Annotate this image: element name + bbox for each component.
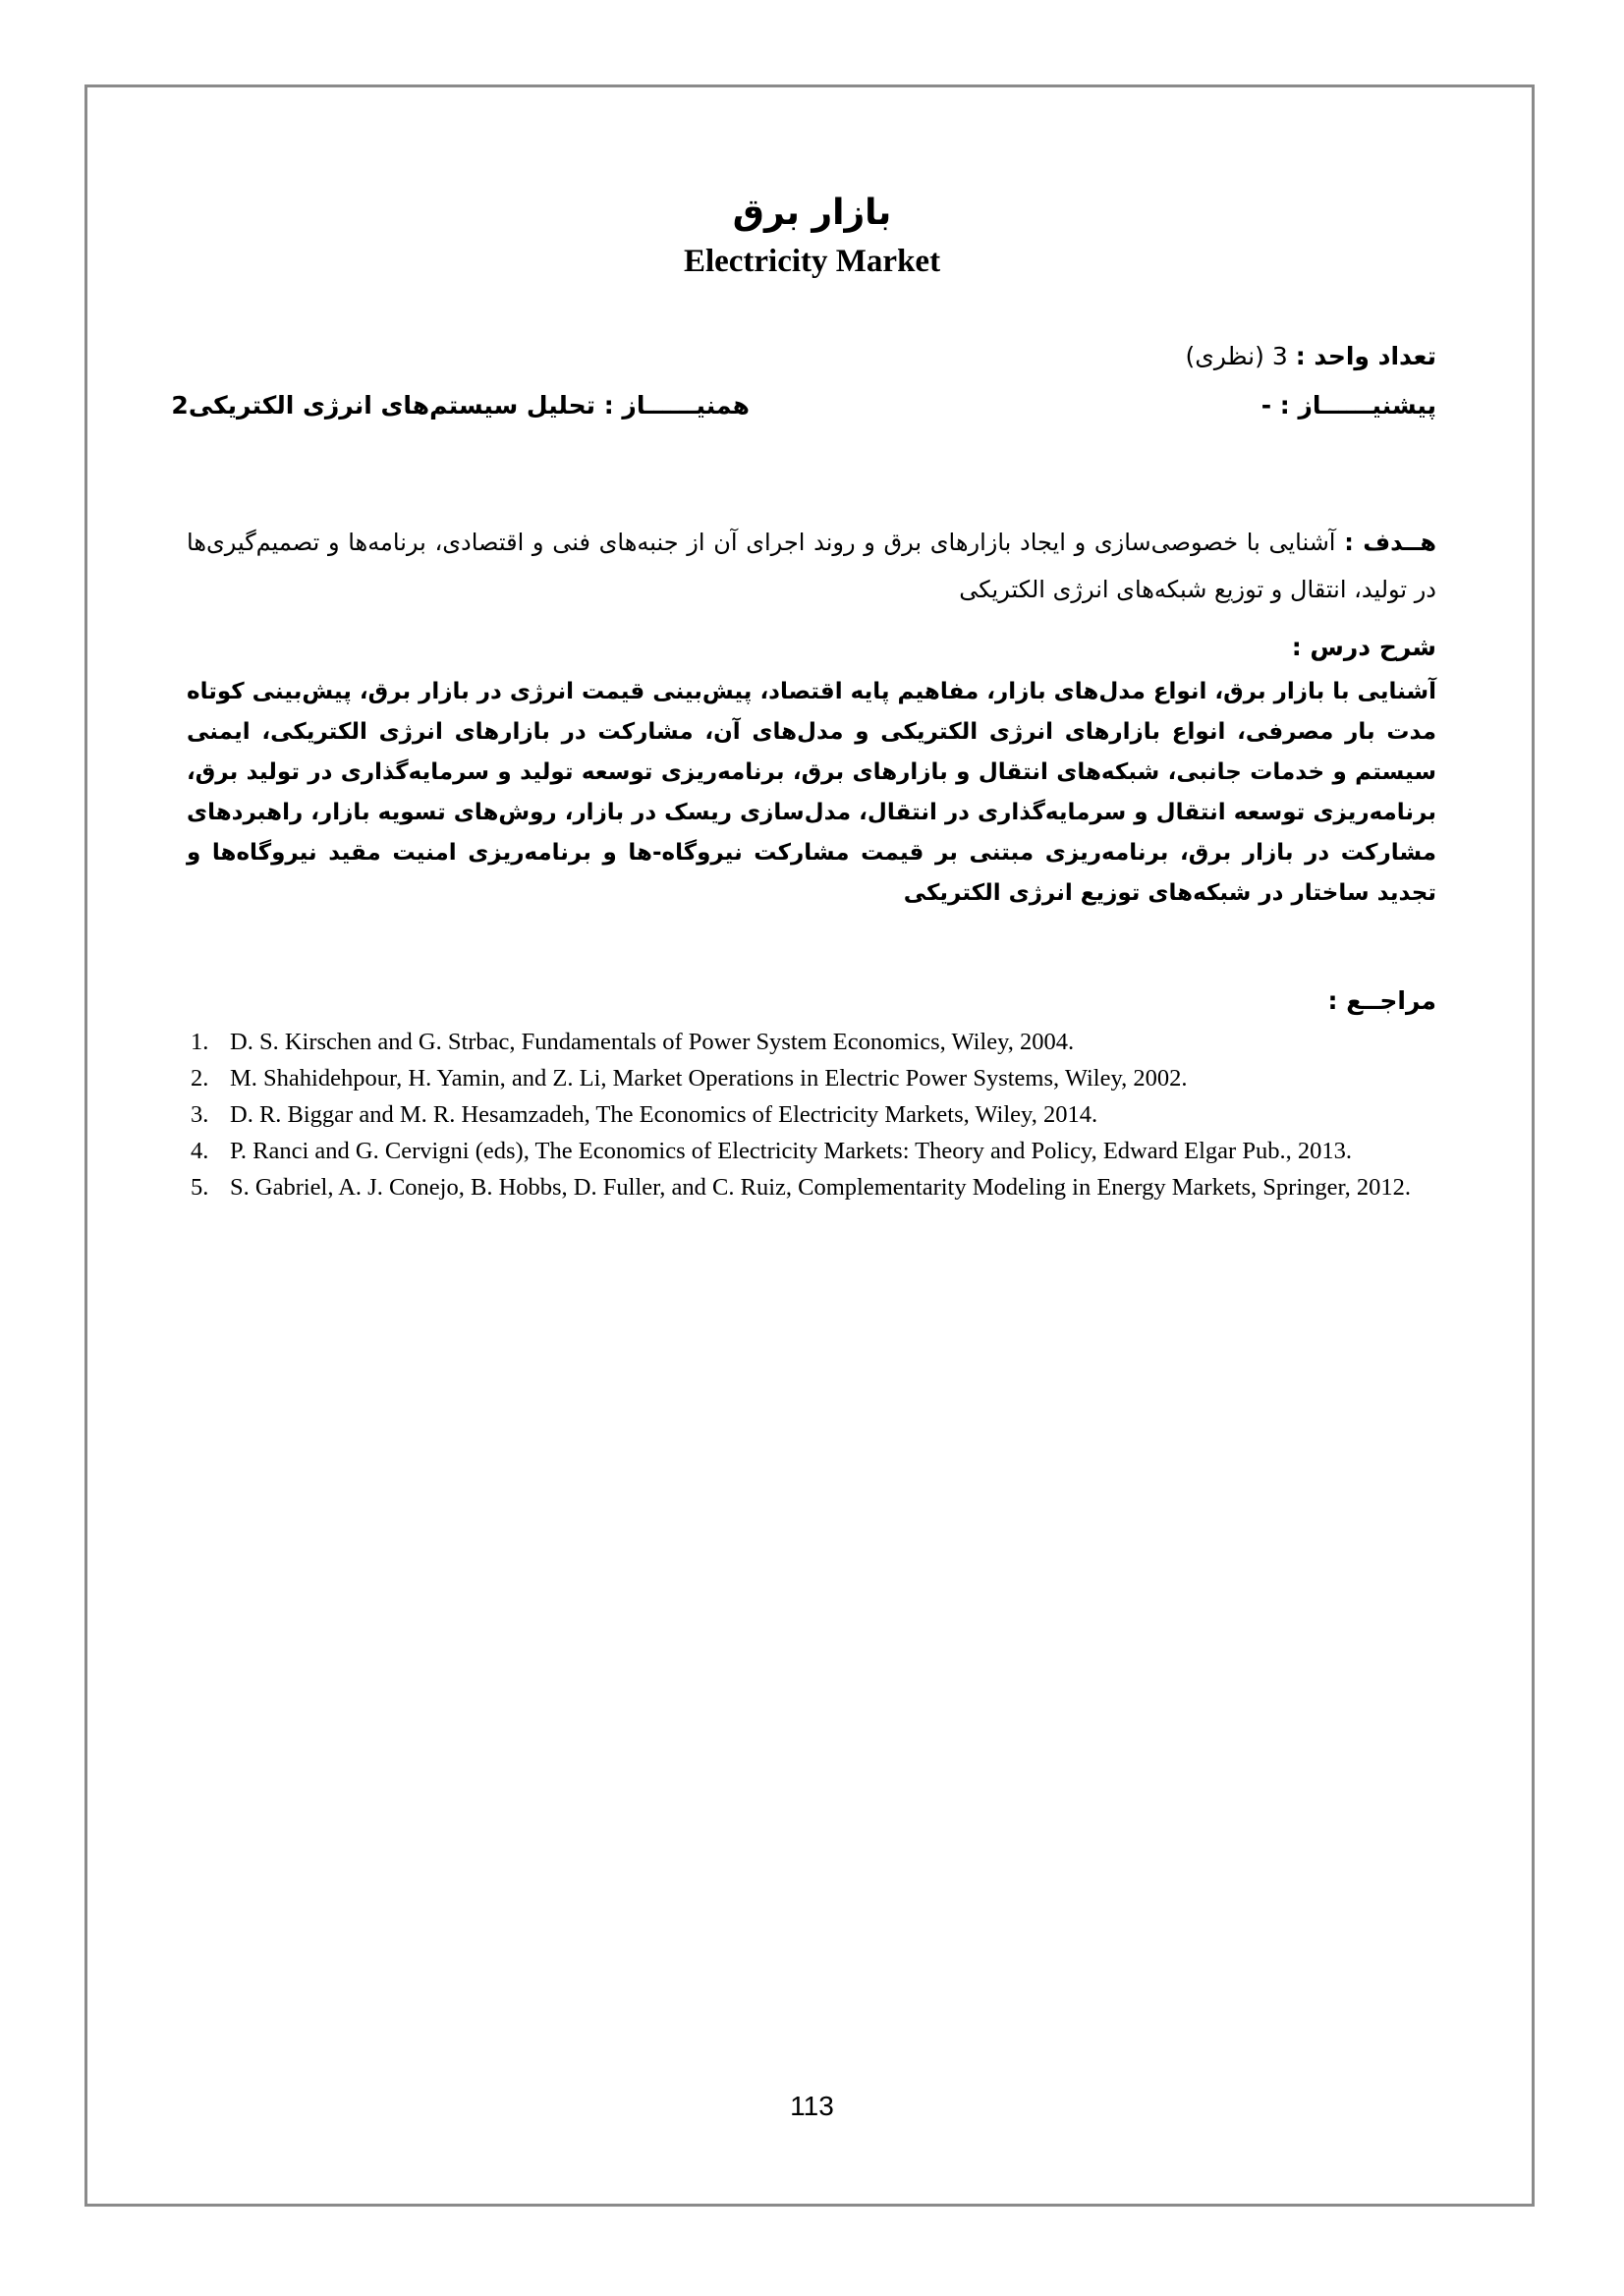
reference-text: M. Shahidehpour, H. Yamin, and Z. Li, Market Operations in Electric Power Systems, Wiley, 2002. (230, 1065, 1188, 1092)
references-heading: مراجــع : (1327, 986, 1436, 1015)
reference-item (191, 1096, 1436, 1133)
reference-number: 5. (191, 1174, 209, 1201)
description-heading: شرح درس : (1291, 633, 1436, 661)
reference-number: 4. (191, 1138, 209, 1164)
reference-number: 3. (191, 1101, 209, 1128)
units-label: تعداد واحد : (1295, 342, 1436, 370)
goal-paragraph (187, 519, 1436, 613)
reference-item (191, 1169, 1436, 1205)
reference-item (191, 1133, 1436, 1169)
references-list (191, 1024, 1436, 1205)
corequisite-value: تحلیل سیستم‌های انرژی الکتریکی2 (171, 391, 596, 420)
reference-text: P. Ranci and G. Cervigni (eds), The Economics of Electricity Markets: Theory and Policy, Edward Elgar Pub., 2013. (230, 1138, 1352, 1164)
reference-number: 2. (191, 1065, 209, 1092)
reference-text: D. R. Biggar and M. R. Hesamzadeh, The Economics of Electricity Markets, Wiley, 2014. (230, 1101, 1098, 1128)
prerequisite-line (1261, 391, 1436, 420)
goal-label: هــدف : (1344, 529, 1436, 556)
reference-item (191, 1060, 1436, 1096)
units-type: (نظری) (1185, 342, 1264, 370)
corequisite-label: همنیــــــاز : (603, 391, 750, 420)
prerequisite-value: - (1260, 391, 1272, 420)
goal-text: آشنایی با خصوصی‌سازی و ایجاد بازارهای برق و روند اجرای آن از جنبه‌های فنی و اقتصادی، برنامه‌ها و تصمیم‌گیری‌ها در تولید، انتقال و توزیع شبکه‌های انرژی الکتریکی (187, 529, 1436, 603)
reference-number: 1. (191, 1029, 209, 1055)
reference-item (191, 1024, 1436, 1060)
units-value: 3 (1271, 342, 1288, 370)
description-text: آشنایی با بازار برق، انواع مدل‌های بازار، مفاهیم پایه اقتصاد، پیش‌بینی قیمت انرژی در بازار برق، پیش‌بینی کوتاه مدت بار مصرفی، انواع بازارهای انرژی الکتریکی و مدل‌های آن، مشارکت در بازارهای انرژی الکتریکی، ایمنی سیستم و خدمات جانبی، شبکه‌های انتقال و بازارهای برق، برنامه‌ریزی توسعه تولید و سرمایه‌گذاری در تولید برق، برنامه‌ریزی توسعه انتقال و سرمایه‌گذاری در انتقال، مدل‌سازی ریسک در بازار، روش‌های تسویه بازار، راهبردهای مشارکت در بازار برق، برنامه‌ریزی مبتنی بر قیمت مشارکت نیروگاه-ها و برنامه‌ریزی امنیت مقید نیروگاه‌ها و تجدید ساختار در شبکه‌های توزیع انرژی الکتریکی (187, 679, 1436, 906)
prerequisite-label: پیشنیــــــاز : (1279, 391, 1436, 420)
corequisite-line (171, 391, 750, 420)
reference-text: S. Gabriel, A. J. Conejo, B. Hobbs, D. Fuller, and C. Ruiz, Complementarity Modeling in Energy Markets, Springer, 2012. (230, 1174, 1412, 1201)
course-title-english: Electricity Market (683, 244, 941, 279)
reference-text: D. S. Kirschen and G. Strbac, Fundamentals of Power System Economics, Wiley, 2004. (230, 1029, 1075, 1055)
page-number: 113 (790, 2091, 834, 2121)
units-line (1186, 342, 1436, 370)
course-title-persian: بازار برق (732, 193, 892, 233)
